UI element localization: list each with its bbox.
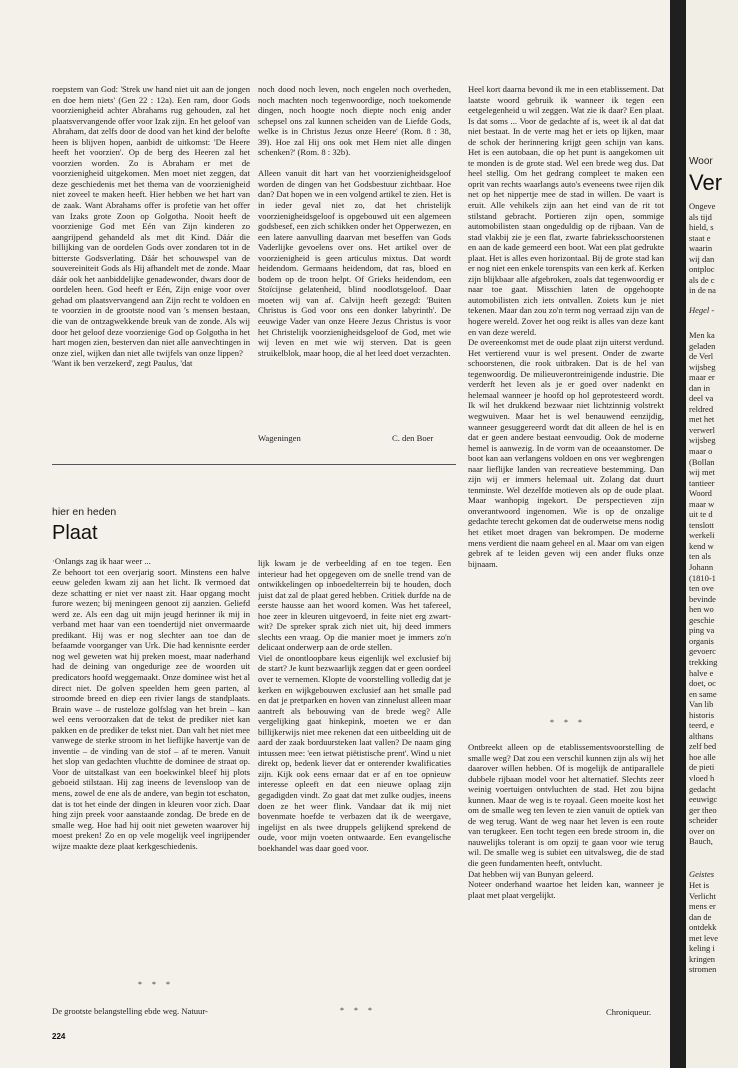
- right-page-line: deel va: [689, 393, 714, 404]
- article2-title: Plaat: [52, 522, 98, 544]
- right-page-line: teerd, e: [689, 720, 715, 731]
- right-page-line: Ongeve: [689, 201, 716, 211]
- article1-column-2: noch dood noch leven, noch engelen noch overheden, noch machten noch tegenwoordige, noch toekomende dingen, noch hoogte noch diepte noch enig ander schepsel ons zal kunnen scheiden van de Liefde Gods, welke is in Christus Jezus onze Heere' (Rom. 8 : 38, 39). Hoe zal Hij ons ook met Hem niet alle dingen schenken?' (Rom. 8 : 32b). Alleen vanuit dit hart van het voorzienigheidsgeloof worden de dingen van het Godsbestuur zichtbaar. Hoe dan? Dat hopen we in een volgend artikel te zien. Het is in ieder geval niet zo, dat het christelijk voorzienigheidsgeloof is opgebouwd uit een algemeen godsbesef, een zich schikken onder het Opperwezen, en een latere aanvulling daarvan met beseffen van Gods Vaderlijke gevoelens over ons. Het artikel over de voorzienigheid is geen articulus mixtus. Dat wordt heidendom. Germaans heidendom, dat ras, bloed en bodem op de troon helpt. Of Grieks heidendom, een Stoïcijnse gelatenheid, blind noodlotsgeloof. Daar moeten wij van af. Calvijn heeft gezegd: 'Buiten Christus is God voor ons een donker labyrinth'. De eeuwige Vader van onze Heere Jezus Christus is voor het Christelijk voorzienigheidsgeloof de God, met wie wij leven en met wie wij sterven. Dat is geen struikelblok, maar hoop, die al het leed doet verzachten.: [258, 84, 451, 358]
- right-page-line: Verlicht: [689, 890, 716, 901]
- page-gutter: [670, 0, 686, 1068]
- right-page-line: halve e: [689, 667, 714, 678]
- article2-stars-col2: * * *: [340, 1006, 376, 1015]
- right-page-line: dan de: [689, 911, 712, 922]
- right-page-line: wij dan: [689, 253, 715, 264]
- right-page-line: (1810-1: [689, 572, 716, 583]
- right-page-line: ger theo: [689, 804, 717, 815]
- article-divider: [52, 464, 456, 465]
- right-page-line: maar w: [689, 498, 715, 509]
- right-page-line: in de na: [689, 285, 716, 296]
- right-page-line: werkeli: [689, 530, 715, 541]
- right-page-line: trekking: [689, 656, 718, 667]
- right-page-line: scheider: [689, 815, 718, 826]
- article1-author: C. den Boer: [392, 433, 434, 443]
- right-page-line: zelf bed: [689, 741, 717, 752]
- right-page-line: maar o: [689, 446, 713, 457]
- right-page-line: ten ove: [689, 583, 714, 594]
- right-page-line: dan in: [689, 382, 711, 393]
- right-page-line: waarin: [689, 243, 713, 254]
- right-page-line: ten als: [689, 551, 711, 562]
- right-page-line: mens er: [689, 901, 716, 912]
- right-page-line: (Bollan: [689, 456, 715, 467]
- article2-column-1-tail: De grootste belangstelling ebde weg. Natuur-: [52, 1006, 208, 1016]
- right-page-line: gevoerc: [689, 646, 716, 657]
- right-page-italic-2: Geistes: [689, 869, 715, 879]
- right-page-block-2: [689, 330, 717, 847]
- right-page-line: ontdekk: [689, 922, 717, 933]
- right-page-line: ping va: [689, 625, 715, 636]
- right-page-line: de Verl: [689, 351, 714, 362]
- right-page-line: Johann: [689, 562, 714, 573]
- right-page-line: met leve: [689, 932, 719, 943]
- right-page-line: en same: [689, 688, 717, 699]
- right-page-line: over on: [689, 825, 715, 836]
- right-page-line: historis: [689, 709, 715, 720]
- article1-column-1: roepstem van God: 'Strek uw hand niet uit aan de jongen en doe hem niets' (Gen 22 : 12a). Een ram, door Gods voorzienigheid achter Abrahams rug gehouden, zal het plaatsvervangende offer voor Izak zijn. En het geloof van Abraham, dat zelfs door de dood van het kind der belofte heen is blijven hopen, aanbidt de uitkomst: 'De Heere heeft het voorzien'. Op de berg des Heeren zal het voorzien worden. Zo is Abraham er met de voorzienigheid uitgekomen. Men moet niet zeggen, dat deze geschiedenis met het thema van de voorzienigheid niet zoveel te maken heeft. Hier hebben we het hart van de zaak. Want Abrahams offer is profetie van het offer van Izaks grote Zoon op Golgotha. Nooit heeft de voorzienige God met Eén van Zijn kinderen zo aangrijpend gehandeld als met dit Kind. Dáár die billijking van de oordelen Gods over zondaren tot in de bitterste Godsverlating. Dáár het schouwspel van de souvereiniteit Gods als Hij afhandelt met de zonde. Maar dáár ook het aanbiddelijke genadewonder, dwars door de oordelen heen. God heeft er Eén, Zijn enige voor over gehad om plaatsvervangend aan Zijn recht te voldoen en te voorzien in de grootste nood van 's mensen bestaan, die van de ontzagwekkende breuk van de zonde. Als wij door het geloof deze voorzienige God op Golgotha in het hart mogen zien, besterven dan niet alle aanvechtingen in onze ziel, wijken dan niet alle twijfels van onze lippen? 'Want ik ben verzekerd', zegt Paulus, 'dat: [52, 84, 250, 369]
- right-page-line: reldred: [689, 403, 714, 414]
- right-page-line: keling i: [689, 943, 715, 954]
- article1-place: Wageningen: [258, 433, 301, 443]
- article2-kicker: hier en heden: [52, 506, 117, 518]
- right-page-line: wijsbeg: [689, 435, 716, 446]
- article2-column-1: ·Onlangs zag ik haar weer ... Ze behoort tot een overjarig soort. Minstens een halve eeuw geleden kwam zij aan het licht. Ik vermoed dat deze schatting er niet ver naast zit. Haar opgang mocht furore wezen; bij meningeen genoot zij aanzien. Geliefd werd ze. Als een dag uit mijn jeugd herinner ik mij in verband met haar van een toendertijd niet onvermaarde predikant. Hij was er nog slechter aan toe dan de befaamde voorganger van Urk. Die had kennisnte eerder nog wel geweten wat hij preken moest, maar naderhand had de deining van ongedurige zee de woorden uit predicators hoofd weggemaakt. Onze dominee wist het al direct niet. De golven speelden hem geen parten, al stroomde breed en diep een rivier langs de standplaats. Brain wave – de rusteloze golfslag van het brein – kan wel eens veroorzaken dat de tekst de prediker niet kan pakken en de prediker de tekst niet. Dan valt het niet mee vanwege de sterke stroom in het lieflijke havertje van de inventie – de vinding van de stof – af te meren. Vanuit het slop van gedachten vluchtte de dominee de straat op. Voor de uitstalkast van een boekwinkel bleef hij plots geboeid stilstaan. Hij zag ineens de levensloop van de mens, zowel de ene als de andere, van begin tot eschaton, dat is tot het einde der dingen in kleuren voor zich. Daar hing zijn preek voor aanstaande zondag. De brede en de smalle weg. Hoe had hij ooit niet geweten waarover hij moest preken! Zo en op vele mogelijk veel ingrijpender wijze maakte deze plaat kerkgeschiedenis.: [52, 556, 250, 851]
- right-page-line: althans: [689, 730, 714, 741]
- right-page-line: Het is: [689, 880, 710, 890]
- article2-column-2: lijk kwam je de verbeelding af en toe tegen. Een interieur had het opgegeven om de snelle trend van de ontwikkelingen op inboedelterrein bij te houden, doch juist dat zal de plaat gered hebben. Critiek durfde na de eerste hausse aan het woord komen. Was het tafereel, hoe zeer in kleuren uitgevoerd, in feite niet erg zwart-wit? De spreker sprak zich niet uit, hij deed immers slechts een vraag. Op die manier moet je immers zo'n delicaat onderwerp aan de orde stellen. Viel de onontloopbare keus eigenlijk wel exclusief bij de start? Je kunt bezwaarlijk zeggen dat er geen oordeel over te vernemen. Klopte de voorstelling volledig dat je kerken en wijkgebouwen exclusief aan het smalle pad en dat je pretparken en hoven van zinnelust alleen maar aantreft als bebouwing van de brede weg? Alle vergelijking gaat hinkepink, moeten we er dan billijkerwijs niet mee rekenen dat een uitbeelding uit de aard der zaak borduursteken laat vallen? De naam ging intussen mee: 'een ietwat piëtistische prent'. Wind u niet direkt op, bedenk liever dat er onterender kwalificaties zijn. Kijk ook eens ernaar dat er af en toe opnieuw interesse opleeft en dat een nieuwe oplaag zijn gegadigden vindt. Zo gaat dat met zulke oudjes, ineens doen ze het weer flink. Vandaar dat ik mij niet bovenmate hoefde te verbazen dat ik de weergave, ingelijst en als twee druppels gelijkend sprekend de oude, voor mijn voeten ontwaarde. Een evangelische boekhandel was daar goed voor.: [258, 558, 451, 853]
- article2-stars-col1: * * *: [138, 980, 174, 989]
- right-page-line: kringen: [689, 953, 715, 964]
- right-page-italic-1: Hegel -: [689, 305, 715, 315]
- right-page-line: staat e: [689, 232, 711, 243]
- right-page-line: uit te d: [689, 509, 713, 520]
- right-page-line: Woord: [689, 488, 712, 499]
- right-page-line: kend w: [689, 540, 714, 551]
- right-page-line: Bauch,: [689, 836, 713, 847]
- right-page-line: Van lib: [689, 699, 714, 710]
- article2-column-3-continued: Ontbreekt alleen op de etablissementsvoorstelling de smalle weg? Dat zou een verschil kunnen zijn als wij het daarover willen hebben. Of is mogelijk de antiparallele dubbele rijbaan model voor het alternatief. Slechts zeer weinig voertuigen ontvluchten de stad. Het zou bijna kunnen. Maar de weg is te royaal. Geen moeite kost het om de smalle weg ten leven te zien vanuit de optiek van de weg terug. Want de weg naar het leven is een route van terugkeer. Een tocht tegen een brede stroom in, die nauwelijks tolerant is om opzij te gaan voor wie terug wil. De smalle weg is subiet een uitvalsweg, die de stad die geen fundamenten heeft, ontvlucht. Dat hebben wij van Bunyan geleerd. Noteer onderhand waartoe het leiden kan, wanneer je plaat met plaat vergelijkt.: [468, 742, 664, 900]
- right-page-line: doet, oc: [689, 678, 716, 689]
- right-page-edge: [686, 0, 738, 1068]
- right-page-line: wij met: [689, 467, 715, 478]
- article2-signature: Chroniqueur.: [606, 1007, 652, 1017]
- right-page-block-3: [689, 880, 718, 975]
- right-page-line: vloed h: [689, 772, 715, 783]
- right-page-line: Men ka: [689, 330, 715, 340]
- right-page-line: als tijd: [689, 211, 712, 222]
- right-page-line: geschie: [689, 614, 715, 625]
- right-page-line: ontploc: [689, 264, 715, 275]
- article2-column-3: Heel kort daarna bevond ik me in een etablissement. Dat laatste woord gebruik ik wanneer ik tegen een eetgelegenheid u wil zeggen. Wat zie ik daar? Een plaat. Is dat soms ... Voor de gedachte af is, weet ik al dat dat niet bestaat. In de verte mag het er iets op lijken, maar de schok der herinnering krijgt geen schijn van kans. Het is een autobaan, die op het punt is aangekomen uit te monden is de grote stad. Wel een brede weg dus. Dat heel stellig. Om het gedrang compleet te maken een oprit van rechts waarlangs auto's eveneens twee rijen dik net op het nippertje mee de stad in willen. De vaart is eruit. Alle vehikels zijn aan het eind van de rit tot stilstand gebracht. Portieren zijn open, sommige automobilisten staan ongeduldig op de rijbaan. Van de stad vlakbij zie je een flat, zwarte fabrieksschoorstenen en aan de kade gemeerd een boot. Wat een plat gedrukte plaat. Het is alles even horizontaal. Bij de grote stad kan er nog niet een enkele torenspits van een kerk af. Kerken zijn blijkbaar alle afgebroken, zoals dat tegenwoordig er naar toe gaat. Misschien laten de opgehoopte automobilisten zich iets ontvallen. Zoiets kun je niet tekenen. Maar dan zou zo'n term nog verraad zijn van de hogere wereld. Zover het oog reikt is alles van deze kant en van deze wereld. De overeenkomst met de oude plaat zijn uiterst verdund. Het vertierend vuur is wel present. Onder de zwarte schoorstenen, die rook uitbraken. Dat is de hel van tegenwoordig. De milieuverontreinigende industrie. Die verderft het leven als je er goed over nadenkt en helemaal wanneer je hoofd op hol geprotesteerd wordt. Ik wil het drukkend bezwaar niet lichtzinnig volstrekt wegwuiven. Maar het is wel benauwend eenzijdig, wanneer gesuggereerd wordt dat dit alleen de hel is en dat er geen andere bestaat eenvoudig. Ook de moderne hemel is aanwezig. In de vorm van de oceaanstomer. De boot kan aan verlangens voldoen en ons ver wegbrengen naar lieflijke landen van recreatieve bestemming. Dan zijn wij er immers helemaal uit. Zolang dat duurt tenminste. Wel dezelfde motieven als op de oude plaat. Maar wanhopig ingekort. De perspectieven zijn onverantwoord ingenomen. Wie is op de onzalige gedachte terecht gekomen dat de ouderwetse mens nodig het etiket moet dragen van bekrompen. De moderne mens verdient die naam geheel en al. Maar om van eigen gebrek af te leiden geven wij een ander fluks onze bijnaam.: [468, 84, 664, 569]
- right-page-line: eeuwigc: [689, 794, 718, 805]
- article2-stars-col3: * * *: [550, 718, 586, 727]
- right-page-kicker: Woor: [689, 156, 713, 167]
- right-page-block-1: [689, 201, 716, 296]
- right-page-line: tantieer: [689, 477, 715, 488]
- right-page-line: de pieti: [689, 762, 715, 773]
- right-page-line: als de c: [689, 274, 715, 285]
- right-page-line: maar er: [689, 372, 715, 383]
- right-page-line: gedacht: [689, 783, 716, 794]
- right-page-line: met het: [689, 414, 715, 425]
- right-page-line: verwerl: [689, 424, 715, 435]
- right-page-line: tenslott: [689, 519, 715, 530]
- right-page-line: hen wo: [689, 604, 714, 615]
- right-page-title: Ver: [689, 170, 723, 195]
- right-page-line: stromen: [689, 964, 717, 975]
- right-page-line: geladen: [689, 340, 716, 351]
- right-page-line: organis: [689, 635, 714, 646]
- right-page-line: wijsbeg: [689, 361, 716, 372]
- right-page-line: hield, s: [689, 222, 714, 233]
- right-page-line: hoe alle: [689, 751, 716, 762]
- page-number: 224: [52, 1032, 66, 1041]
- right-page-line: bevinde: [689, 593, 716, 604]
